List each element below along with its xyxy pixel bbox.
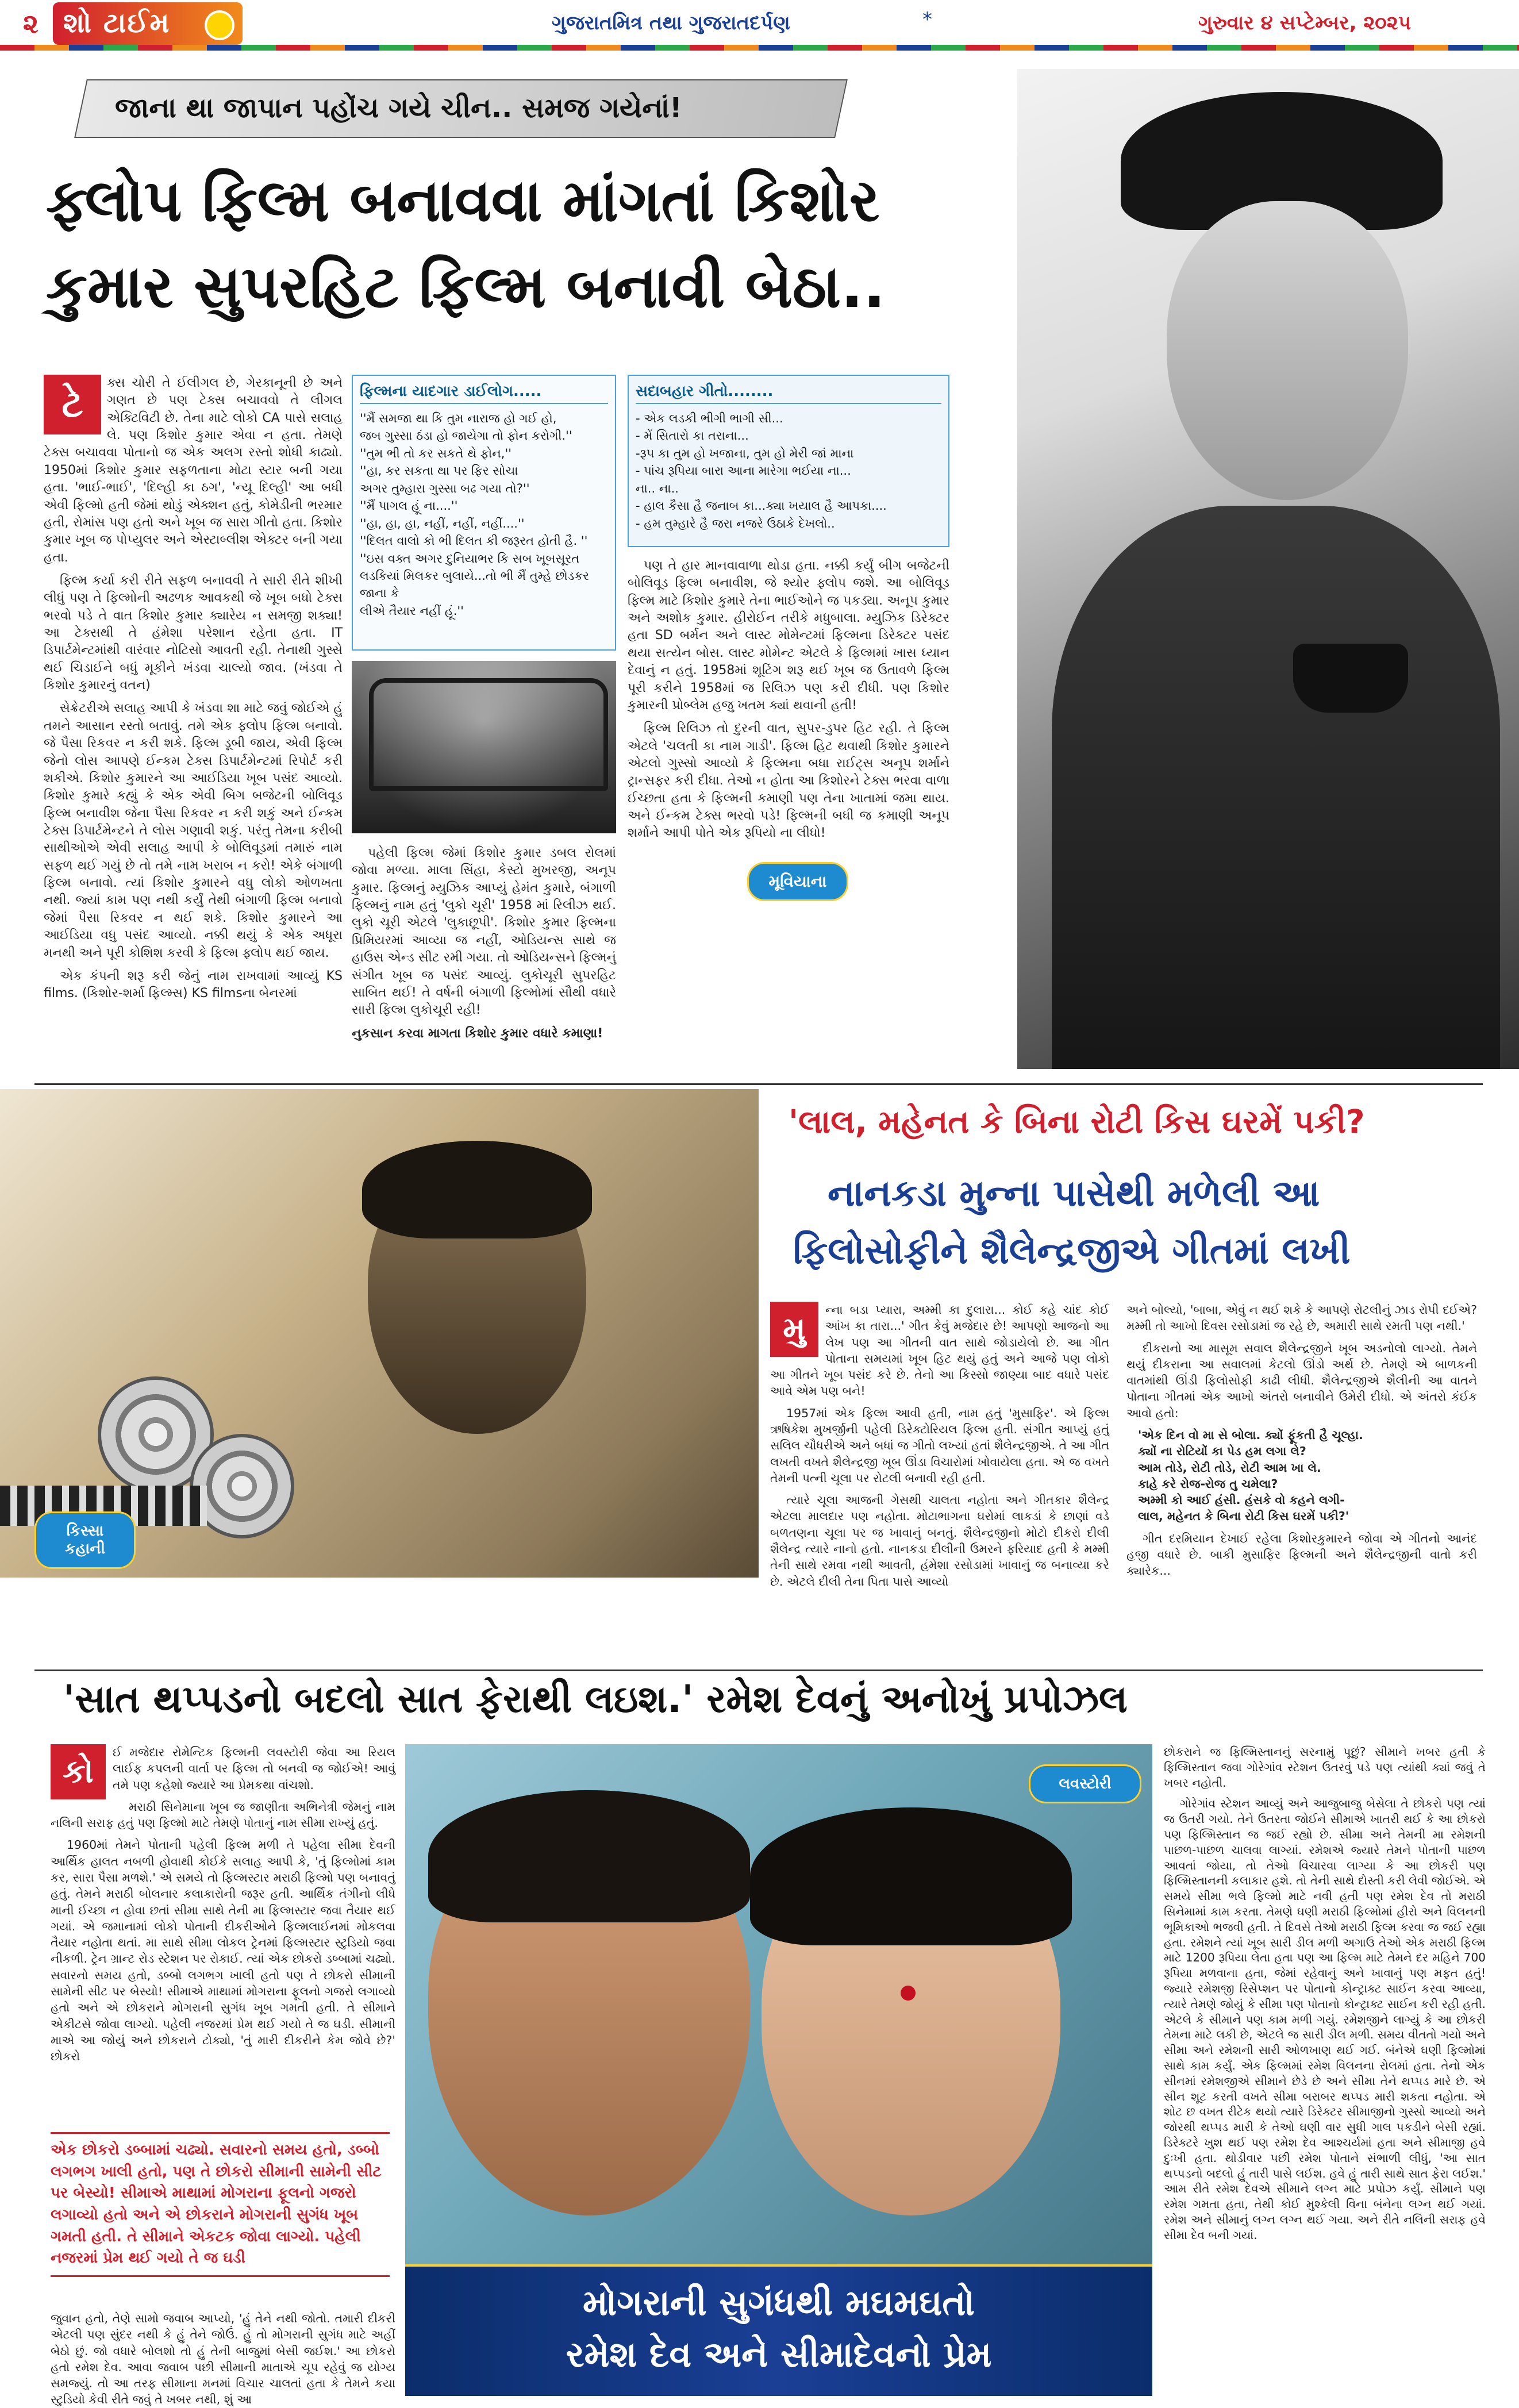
shailendra-portrait-collage	[0, 1089, 759, 1578]
lyric-line: અમ્મી કો આઈ હંસી. હંસકે વો કહને લગી-	[1138, 1493, 1345, 1507]
shailendra-col2-end: ગીત દરમિયાન દેખાઈ રહેલા કિશોરકુમારને જોવા એ ગીતનો આનંદ હજી વધારે છે. બાકી મુસાફિર ફિલ્મની અને શૈલેન્દ્રજીની વાતો કરી ક્યારેક...	[1126, 1531, 1477, 1578]
kishore-col2-para2: નુકસાન કરવા માગતા કિશોર કુમાર વધારે કમાણા!	[352, 1026, 603, 1041]
kishore-column-1	[44, 375, 343, 1093]
kishore-kumar-portrait	[1017, 69, 1519, 1069]
kishore-col1-para3: સેક્રેટરીએ સલાહ આપી કે ખંડવા શા માટે જવું જોઈએ હું તમને આસાન રસ્તો બતાવું. તમે એક ફ્લોપ ફિલ્મ બનાવો. જે પૈસા રિકવર ન કરી શકે. ફિલ્મ ડૂબી જાય, એવી ફિલ્મ જેનો લોસ આપણે ઈન્કમ ટેક્સ ડિપાર્ટમેન્ટમાં રિપોર્ટ કરી શકીએ. કિશોર કુમારને આ આઈડિયા ખૂબ પસંદ આવ્યો. કિશોર કુમારે કહ્યું કે એક એવી બિગ બજેટની બોલિવૂડ ફિલ્મ બનાવીશ જેના પૈસા રિકવર ન કરી શકું અને ઈન્કમ ટેક્સ ડિપાર્ટમેન્ટને તે લોસ ગણાવી શકું. પરંતુ તેમના કરીબી સાથીઓએ એવી સલાહ આપી કે બોલિવૂડમાં તમારું નામ સફળ થઈ ગયું છે તો તમે નામ ખરાબ ન કરો! એકે બંગાળી ફિલ્મ બનાવો. ત્યાં કિશોર કુમારને વધુ લોકો ઓળખતા નથી. જ્યાં કામ પણ નથી કર્યું તેથી બંગાળી ફિલ્મ બનાવો જેમાં પૈસા રિકવર ન થઈ શકે. કિશોર કુમારને આ આઈડિયા વધુ પસંદ આવ્યો. નક્કી થયું કે એક અધૂરા મનથી અને પૂરી કોશિશ કરવી કે ફિલ્મ ફ્લોપ થઈ જાય.	[44, 701, 343, 960]
kishore-suit-shape	[1052, 506, 1500, 1069]
kishore-column-3	[628, 557, 949, 1075]
dialogue-line: ''તુમ ભી તો કર સકતે થે ફોન,''	[360, 446, 512, 460]
shailendra-col2-para2: દીકરાનો આ માસૂમ સવાલ શૈલેન્દ્રજીને ખૂબ અડનોલો લાગ્યો. તેમને થયું દીકરાના આ સવાલમાં કેટલો ઊંડો અર્થ છે. તેમણે એ બાળકની વાતમાંથી ઊંડી ફિલોસોફી કાઢી લીધી. શૈલેન્દ્રજીએ શૈલીની આ વાતને પોતાના ગીતમાં એક આખો અંતરો બનાવીને ઉમેરી દીધો. એ અંતરો કંઈક આવો હતો:	[1126, 1341, 1477, 1420]
lyric-line: લાલ, મહેનત કે બિના રોટી કિસ ઘરમેં પકી?'	[1138, 1509, 1349, 1524]
shailendra-col1-para2: 1957માં એક ફિલ્મ આવી હતી, નામ હતું 'મુસાફિર'. એ ફિલ્મ ઋષિકેશ મુખર્જીની પહેલી ડિરેક્ટોરિયલ ફિલ્મ હતી. સંગીત આપ્યું હતું સલિલ ચૌધરીએ અને બધાં જ ગીતો લખ્યાં હતાં શૈલેન્દ્રજીએ. તે આ ગીત લખતી વખતે શૈલેન્દ્રજી ખૂબ ઊંડા વિચારોમાં ખોવાયેલા હતા. એ જ વખતે તેમની પત્ની ચૂલા પર રોટલી બનાવી રહી હતી.	[770, 1406, 1109, 1485]
ramesh-col1-para2: મરાઠી સિનેમાના ખૂબ જ જાણીતા અભિનેત્રી જેમનું નામ નલિની સરાફ હતું પણ ફિલ્મો માટે તેમણે પોતાનું નામ સીમા રાખ્યું હતું.	[51, 1799, 395, 1830]
kishore-col3-para1: પણ તે હાર માનવાવાળા થોડા હતા. નક્કી કર્યું બીગ બજેટની બોલિવૂડ ફિલ્મ બનાવીશ, જે શ્યોર ફ્લોપ જશે. આ બોલિવૂડ ફિલ્મ માટે કિશોર કુમારે તેના ભાઈઓને જ પકડ્યા. અનૂપ કુમાર અને અશોક કુમાર. હીરોઈન તરીકે મધુબાલા. મ્યુઝિક ડિરેક્ટર હતા SD બર્મન અને લાસ્ટ મોમેન્ટમાં ફિલ્મના ડિરેક્ટર પસંદ થયા સત્યેન બોસ. લાસ્ટ મોમેન્ટ એટલે કે ફિલ્મમાં ખાસ ધ્યાન દેવાનું ન હતું. 1958માં શૂટિંગ શરૂ થઈ ખૂબ જ ઉતાવળે ફિલ્મ પૂરી કરીને 1958માં જ રિલિઝ પણ કરી દીધી. પણ કિશોર કુમારની પ્રોબ્લેમ હજુ ખતમ ક્યાં થવાની હતી!	[628, 559, 949, 713]
ramesh-headline: 'સાત થપ્પડનો બદલો સાત ફેરાથી લઇશ.' રમેશ દેવનું અનોખું પ્રપોઝલ	[63, 1677, 1128, 1721]
ramesh-pullquote: એક છોકરો ડબ્બામાં ચઢ્યો. સવારનો સમય હતો, ડબ્બો લગભગ ખાલી હતો, પણ તે છોકરો સીમાની સામેની સીટ પર બેસ્યો! સીમાએ માથામાં મોગરાના ફૂલનો ગજરો લગાવ્યો હતો અને એ છોકરાને મોગરાની સુગંધ ખૂબ ગમતી હતી. તે સીમાને એકટક જોવા લાગ્યો. પહેલી નજરમાં પ્રેમ થઈ ગયો તે જ ઘડી	[51, 2132, 390, 2277]
ramesh-col1-para1: ઈ મજેદાર રોમેન્ટિક ફિલ્મની લવસ્ટોરી જેવા આ રિયલ લાઈફ કપલની વાર્તા પર ફિલ્મ તો બનવી જ જોઈએ! આવું તમે પણ કહેશો જ્યારે આ પ્રેમકથા વાંચશો.	[113, 1745, 395, 1792]
dialogue-line: ''મૈં પાગલ હૂં ના....''	[360, 499, 458, 513]
couple-caption-line1: મોગરાની સુગંધથી મઘમઘતો	[583, 2282, 975, 2324]
ramesh-column-1	[51, 1744, 395, 2124]
ramesh-col2-para1: છોકરાને જ ફિલ્મિસ્તાનનું સરનામું પૂછું? સીમાને ખબર હતી કે ફિલ્મિસ્તાન જવા ગોરેગાંવ સ્ટેશન ઉતરવું પડે પણ ત્યાંથી ક્યાં જવું તે ખબર નહોતી.	[1164, 1745, 1486, 1790]
logo-badge	[53, 2, 243, 45]
couple-photo-caption-band	[405, 2264, 1152, 2396]
shailendra-col2-para1: અને બોલ્યો, 'બાબા, એવું ન થઈ શકે કે આપણે રોટલીનું ઝાડ રોપી દઈએ? મમ્મી તો આખો દિવસ રસોડામાં જ રહે છે, અમારી સાથે રમતી પણ નથી.'	[1126, 1303, 1477, 1333]
page-number: ૨	[23, 8, 39, 39]
shailendra-col1-para1: ન્ના બડા પ્યારા, અમ્મી કા દુલારા... કોઈ કહે ચાંદ કોઈ આંખ કા તારા...' ગીત કેવું મજેદાર છે! આપણો આજનો આ લેખ પણ આ ગીતની વાત સાથે જોડાયેલો છે. આ ગીત પોતાના સમયમાં ખૂબ હિટ થયું હતું અને આજે પણ લોકો આ ગીતને ખૂબ પસંદ કરે છે. તેનો આ કિસ્સો જાણ્યા બાદ વધારે પસંદ આવે એમ પણ બને!	[770, 1303, 1109, 1398]
seema-hair-shape	[750, 1807, 1072, 1945]
kishore-column-2	[352, 845, 616, 1086]
song-line: - એક લડકી ભીગી ભાગી સી...	[636, 411, 783, 425]
song-line: - હમ તુમ્હારે હૈ જરા નજરે ઉઠાકે દેખલો..	[636, 516, 835, 530]
masthead-bar	[0, 0, 1519, 47]
lyric-line: ક્યોં ના રોટિયોં કા પેડ હમ લગા લે?	[1138, 1444, 1306, 1459]
shailendra-headline-line2: ફિલોસોફીને શૈલેન્દ્રજીએ ગીતમાં લખી	[793, 1230, 1351, 1272]
kishore-face-shape	[1167, 201, 1408, 500]
movieyana-column-tag: મૂવિયાના	[747, 862, 848, 901]
dialogue-line: ''હા, હા, હા, નહીં, નહીં, નહીં....''	[360, 516, 525, 530]
song-line: - પાંચ રૂપિયા બારા આના મારેગા ભઈયા ના...	[636, 464, 851, 478]
kissa-kahani-column-tag	[34, 1511, 136, 1569]
couple-caption-line2: રમેશ દેવ અને સીમાદેવનો પ્રેમ	[566, 2333, 992, 2375]
lyric-line: કાહે કરે રોજ-રોજ તુ ચમેલા?	[1138, 1476, 1278, 1491]
lyric-line: 'એક દિન વો મા સે બોલા. ક્યોં ફૂંકતી હૈ ચૂલ્હા.	[1138, 1428, 1363, 1442]
ramesh-col1-para3: 1960માં તેમને પોતાની પહેલી ફિલ્મ મળી તે પહેલા સીમા દેવની આર્થિક હાલત નબળી હોવાથી કોઈકે સલાહ આપી કે, 'તું ફિલ્મોમાં કામ કર, સારા પૈસા મળશે.' એ સમયે તો ફિલ્મસ્ટાર મરાઠી ફિલ્મો પણ બનાવતું હતું. તેમને મરાઠી બોલનાર કલાકારોની જરૂર હતી. આર્થિક તંગીનો લીધે માની ઈચ્છા ન હોવા છતાં સીમા સાથે તેની મા ફિલ્મસ્ટાર જવા તૈયાર થઈ ગયાં. એ જમાનામાં લોકો પોતાની દીકરીઓને ફિલ્મલાઈનમાં મોકલવા તૈયાર નહોતા થતાં. મા સાથે સીમા લોકલ ટ્રેનમાં ફિલ્મસ્ટાર સ્ટુડિયો જવા નીકળી. ટ્રેન ગ્રાન્ટ રોડ સ્ટેશન પર રોકાઈ. ત્યાં એક છોકરો ડબ્બામાં ચઢ્યો. સવારનો સમય હતો, ડબ્બો લગભગ ખાલી હતો પણ તે છોકરો સીમાની સામેની સીટ પર બેસ્યો! સીમાએ માથામાં મોગરાના ફૂલનો ગજરો લગાવ્યો હતો અને એ છોકરાને મોગરાની સુગંધ ખૂબ ગમતી હતી. તે સીમાને એકીટસે જોવા લાગ્યો. પહેલી નજરમાં પ્રેમ થઈ ગયો તે જ ઘડી. સીમાની માએ આ જોયું અને છોકરાને ટોક્યો, 'તું મારી દીકરીને કેમ જોવે છે?' છોકરો	[51, 1838, 395, 2064]
dialogue-line: અગર તુમ્હારા ગુસ્સા બઢ ગયા તો?''	[360, 481, 530, 495]
kishore-dropcap: ટે	[44, 375, 101, 434]
kishore-col3-para2: ફિલ્મ રિલિઝ તો દુરની વાત, સુપર-ડુપર હિટ રહી. તે ફિલ્મ એટલે 'ચલતી કા નામ ગાડી'. ફિલ્મ હિટ થવાથી કિશોર કુમારને એટલો ગુસ્સો આવ્યો કે ફિલ્મના બધા રાઈટ્સ અનૂપ શર્માને ટ્રાન્સફર કરી દીધા. તેઓ ન હોતા આ કિશોરને ટેક્સ ભરવા વાળા ઈચ્છતા હતા કે ફિલ્મની કમાણી પણ તેના ખાતામાં જમા થાય. અને ઈન્કમ ટેક્સ ભરવો પડે! ફિલ્મની બધી જ કમાણી અનૂપ શર્માને આપી પોતે એક રૂપિયો ના લીધો!	[628, 721, 949, 841]
car-windshield-shape	[369, 678, 608, 791]
shailendra-col1-para3: ત્યારે ચૂલા આજની ગેસથી ચાલતા નહોતા અને ગીતકાર શૈલેન્દ્ર એટલા માલદાર પણ નહોતા. મોટાભાગના ઘરોમાં લાકડાં કે છાણાં વડે બળતણના ચૂલા પર જ ખાવાનું બનતું. શૈલેન્દ્રજીનો મોટો દીકરો દીલી શૈલેન્દ્ર ત્યારે નાનો હતો. નાનકડા દીલીની ઉમરને ફરિયાદ હતી કે મમ્મી તેની સાથે રમવા નથી આવતી, હંમેશા રસોડામાં ખાવાનું જ બનાવ્યા કરે છે. એટલે દીલી તેના પિતા પાસે આવ્યો	[770, 1493, 1109, 1588]
publication-name: ગુજરાતમિત્ર તથા ગુજરાતદર્પણ	[552, 11, 790, 34]
seema-bindi-shape	[901, 1986, 916, 2001]
dialogue-line: ''હા, કર સકતા થા પર ફિર સોચા	[360, 464, 518, 478]
songs-title: સદાબહાર ગીતો........	[636, 383, 941, 404]
kishore-headline-line2: કુમાર સુપરહિટ ફિલ્મ બનાવી બેઠા..	[46, 253, 886, 321]
shailendra-quote: 'લાલ, મહેનત કે બિના રોટી કિસ ઘરમેં પકી?	[789, 1103, 1365, 1141]
film-car-still-photo	[352, 661, 616, 833]
dialogue-line: લડકિયાં મિલકર બુલાયે...તો ભી મૈં તુમ્હે છોડકર જાના કે	[360, 568, 589, 601]
kissa-tag-line1: કિસ્સા	[66, 1522, 104, 1540]
shailendra-dropcap: મુ	[770, 1302, 818, 1357]
kishore-col2-para1: પહેલી ફિલ્મ જેમાં કિશોર કુમાર ડબલ રોલમાં જોવા મળ્યા. માલા સિંહા, કેસ્ટો મુખરજી, અનૂપ કુમાર. ફિલ્મનું મ્યુઝિક આપ્યું હેમંત કુમારે, બંગાળી ફિલ્મનું નામ હતું 'લુકો ચૂરી' 1958 માં રિલીઝ થઈ. લુકો ચૂરી એટલે 'લુકાછૂપી'. કિશોર કુમાર ફિલ્મના પ્રિમિયરમાં આવ્યા જ નહીં, ઓડિયન્સ સાથે જ હાઉસ એન્ડ સીટ રમી ગયા. તો ઓડિયન્સને ફિલ્મનું સંગીત ખૂબ જ પસંદ આવ્યું. લુકોચૂરી સુપરહિટ સાબિત થઈ! તે વર્ષની બંગાળી ફિલ્મોમાં સૌથી વધારે સારી ફિલ્મ લુકોચૂરી રહી!	[352, 846, 616, 1018]
kishore-col1-para1: ક્સ ચોરી તે ઈલીગલ છે, ગેરકાનૂની છે અને ગણત છે પણ ટેક્સ બચાવવો તે લીગલ એક્ટિવિટી છે. તેના માટે લોકો CA પાસે સલાહ લે. પણ કિશોર કુમાર એવા ન હતા. તેમણે ટેક્સ બચાવવા પોતાનો જ એક અલગ રસ્તો શોધી કાઢ્યો. 1950માં કિશોર કુમાર સફળતાના મોટા સ્ટાર બની ગયા હતા. 'ભાઈ-ભાઈ', 'દિલ્હી કા ઠગ', 'ન્યૂ દિલ્હી' આ બધી એવી ફિલ્મો હતી જેમાં થોડું એક્શન હતું, કોમેડીની ભરમાર હતી, રોમાંસ પણ હતો અને ખૂબ જ સારા ગીતો હતા. કિશોર કુમાર ખૂબ જ પોપ્યુલર અને એસ્ટાબ્લીશ એક્ટર બની ગયા હતા.	[44, 376, 343, 565]
section-divider-1	[34, 1083, 1483, 1085]
logo-text: શો ટાઈમ	[63, 7, 171, 39]
song-line: - મેં સિતારો કા તરાના...	[636, 429, 749, 443]
shailendra-hair-shape	[362, 1141, 592, 1238]
dialogue-line: લીએ તૈયાર નહીં હૂં.''	[360, 603, 464, 618]
lyrics-block	[1126, 1427, 1477, 1525]
song-line: - હાલ કૈસા હૈ જનાબ કા...ક્યા ખયાલ હૈ આપકા....	[636, 499, 887, 513]
lyric-line: આમ તોડે, રોટી તોડે, રોટી આમ ખા લે.	[1138, 1460, 1321, 1475]
kissa-tag-line2: કહાની	[64, 1540, 106, 1557]
dialogues-box	[352, 375, 616, 651]
shailendra-headline-line1: નાનકડા મુન્ના પાસેથી મળેલી આ	[828, 1172, 1320, 1215]
kishore-pipe-shape	[1293, 644, 1408, 713]
kishore-headline-line1: ફ્લોપ ફિલ્મ બનાવવા માંગતાં કિશોર	[46, 167, 880, 235]
dialogue-line: ''ઇસ વક્ત અગર દુનિયાભર કિ સબ ખૂબસૂરત	[360, 551, 580, 566]
ramesh-hair-shape	[428, 1790, 750, 1922]
masthead-stripe	[0, 45, 1519, 51]
issue-date: ગુરુવાર ૪ સપ્ટેમ્બર, ૨૦૨૫	[1198, 11, 1412, 34]
ramesh-col1-end: જુવાન હતો, તેણે સામો જવાબ આપ્યો, 'હું તેને નથી જોતો. તમારી દીકરી એટલી પણ સુંદર નથી કે હું તેને જોઉં. હું તો મોગરાની સુગંધ માટે અહીં બેઠો છું. જો વધારે બોલશો તો હું તેની બાજુમાં બેસી જઈશ.' આ છોકરો હતો રમેશ દેવ. આવા જવાબ પછી સીમાની માતાએ ચૂપ રહેવું જ યોગ્ય સમજ્યું. તો આ તરફ સીમાના મનમાં વિચાર ચાલતાં હતા કે તેમને કયા સ્ટુડિયો કેવી રીતે જવું તે ખબર નથી, શું આ	[51, 2311, 395, 2407]
lovestory-column-tag: લવસ્ટોરી	[1029, 1764, 1141, 1803]
kishore-col1-para2: ફિલ્મ કર્યા કરી રીતે સફળ બનાવવી તે સારી રીતે શીખી લીધું પણ તે ફિલ્મોની અઢળક આવકથી જે ખૂબ બધો ટેક્સ ભરવો પડે તે વાત કિશોર કુમાર ક્યારેય ન સમજી શક્યા! આ ટેક્સથી તે હંમેશા પરેશાન રહેતા હતા. IT ડિપાર્ટમેન્ટમાંથી વારંવાર નોટિસો આવતી રહી. તેનાથી ગુસ્સે થઈ ચિડાઈને બધું મૂકીને ખંડવા ચાલ્યો જાવ. (ખંડવા તે કિશોર કુમારનું વતન)	[44, 573, 343, 693]
dialogue-line: ''દિલત વાલો કો ભી દિલત કી જરૂરત હોતી હૈ. ''	[360, 534, 588, 548]
song-line: -રૂપ કા તુમ હો ખજાના, તુમ હો મેરી જાં માના	[636, 446, 854, 460]
ramesh-column-1-end	[51, 2310, 395, 2407]
dialogues-title: ફિલ્મના યાદગાર ડાઈલોગ.....	[360, 383, 608, 404]
ramesh-column-2	[1164, 1744, 1486, 2394]
kishore-col1-para4: એક કંપની શરૂ કરી જેનું નામ રાખવામાં આવ્યું KS films. (કિશોર-શર્મા ફિલ્મ્સ) KS filmsના બેનરમાં	[44, 968, 343, 1001]
kishore-tagline: જાના થા જાપાન પહોંચ ગયે ચીન.. સમજ ગયેનાં!	[115, 92, 682, 124]
ramesh-dropcap: કો	[51, 1744, 106, 1799]
section-divider-2	[34, 1670, 1483, 1671]
dialogue-line: જબ ગુસ્સા ઠંડા હો જાયેગા તો ફોન કરોગી.''	[360, 429, 572, 443]
shailendra-column-2	[1126, 1302, 1477, 1670]
header-star: *	[922, 8, 932, 31]
song-line: ના.. ના..	[636, 481, 679, 495]
shailendra-column-1	[770, 1302, 1109, 1670]
songs-box	[628, 375, 949, 547]
film-reel-logo-icon	[205, 10, 234, 40]
ramesh-col2-para2: ગોરેગાંવ સ્ટેશન આવ્યું અને આજુબાજુ બેસેલા તે છોકરો પણ ત્યાં જ ઉતરી ગયો. તેને ઉતરતા જોઈને સીમાએ ખાતરી થઈ કે આ છોકરો પણ ફિલ્મિસ્તાન જ જઈ રહ્યો છે. સીમા અને તેમની મા રમેશની પાછળ-પાછળ ચાલવા લાગ્યાં. રમેશએ જ્યારે તેમને પોતાની પાછળ આવતાં જોયા, તો તેઓ વિચારવા લાગ્યા કે આ છોકરી પણ ફિલ્મિસ્તાનની કલાકાર હશે. તો તેની સાથે દોસ્તી કરી લેવી જોઈએ. એ સમયે સીમા ભલે ફિલ્મો માટે નવી હતી પણ રમેશ દેવ તો મરાઠી સિનેમામાં કામ કરતા. તેમણે ઘણી મરાઠી ફિલ્મોમાં હીરો અને વિલનની ભૂમિકાઓ ભજવી હતી. તે દિવસે તેઓ મરાઠી ફિલ્મ કરવા જ જઈ રહ્યા હતા. રમેશને ત્યાં ખૂબ સારી ડીલ મળી અગાઉ તેઓ એક મરાઠી ફિલ્મ માટે 1200 રૂપિયા લેતા હતા પણ આ ફિલ્મ માટે તેમને દર મહિને 700 રૂપિયા મળવાના હતા, જેમાં રહેવાનું અને ખાવાનું પણ મફત હતું! જ્યારે રમેશજી રિસેપ્શન પર પોતાનો કોન્ટ્રાક્ટ સાઈન કરવા આવ્યા, ત્યારે તેમણે જોયું કે સીમા પણ પોતાનો કોન્ટ્રાક્ટ સાઈન કરી રહી હતી. એટલે કે સીમાને પણ કામ મળી ગયું. રમેશજીને લાગ્યું કે આ છોકરી તેમના માટે લકી છે, એટલે જ સારી ડીલ મળી. સમય વીતતો ગયો અને સીમા અને રમેશની સારી ઓળખાણ થઈ ગઈ. બંનેએ ઘણી ફિલ્મોમાં સાથે કામ કર્યું. એક ફિલ્મમાં રમેશ વિલનના રોલમાં હતા. તેનો એક સીનમાં રમેશજીએ સીમાને છેડે છે અને સીમા તેને થપ્પડ મારે છે. એ સીન શૂટ કરતી વખતે સીમા બરાબર થપ્પડ મારી શકતા નહોતા. એ શોટ છ વખત રીટેક થયો ત્યારે ડિરેક્ટર સીમાજીનો ગુસ્સો આવ્યો અને જોરથી થપ્પડ મારી કે તેઓ ઘણી વાર સુધી ગાલ પકડીને બેસી રહ્યાં. ડિરેક્ટરે ખુશ થઈ પણ રમેશ દેવ આશ્ચર્યમાં હતા અને સીમાજી હવે દુઃખી હતા. થોડીવાર પછી રમેશ પોતાને સંભાળી લીધું, 'આ સાત થપ્પડનો બદલો હું તારી પાસે લઈશ. હવે હું તારી સાથે સાત ફેરા લઈશ.' આમ રીતે રમેશ દેવએ સીમાને લગ્ન માટે પ્રપોઝ કર્યું. સીમાને પણ રમેશ ગમતા હતા, તેથી કોઈ મુશ્કેલી વિના બંનેના લગ્ન થઈ ગયાં. રમેશ અને સીમાનું લગ્ન લગ્ન થઈ ગયા. અને રીતે નલિની સરાફ હવે સીમા દેવ બની ગયાં.	[1164, 1797, 1486, 2242]
dialogue-line: ''મૈં સમજા થા કિ તુમ નારાજ હો ગઈ હો,	[360, 411, 557, 425]
